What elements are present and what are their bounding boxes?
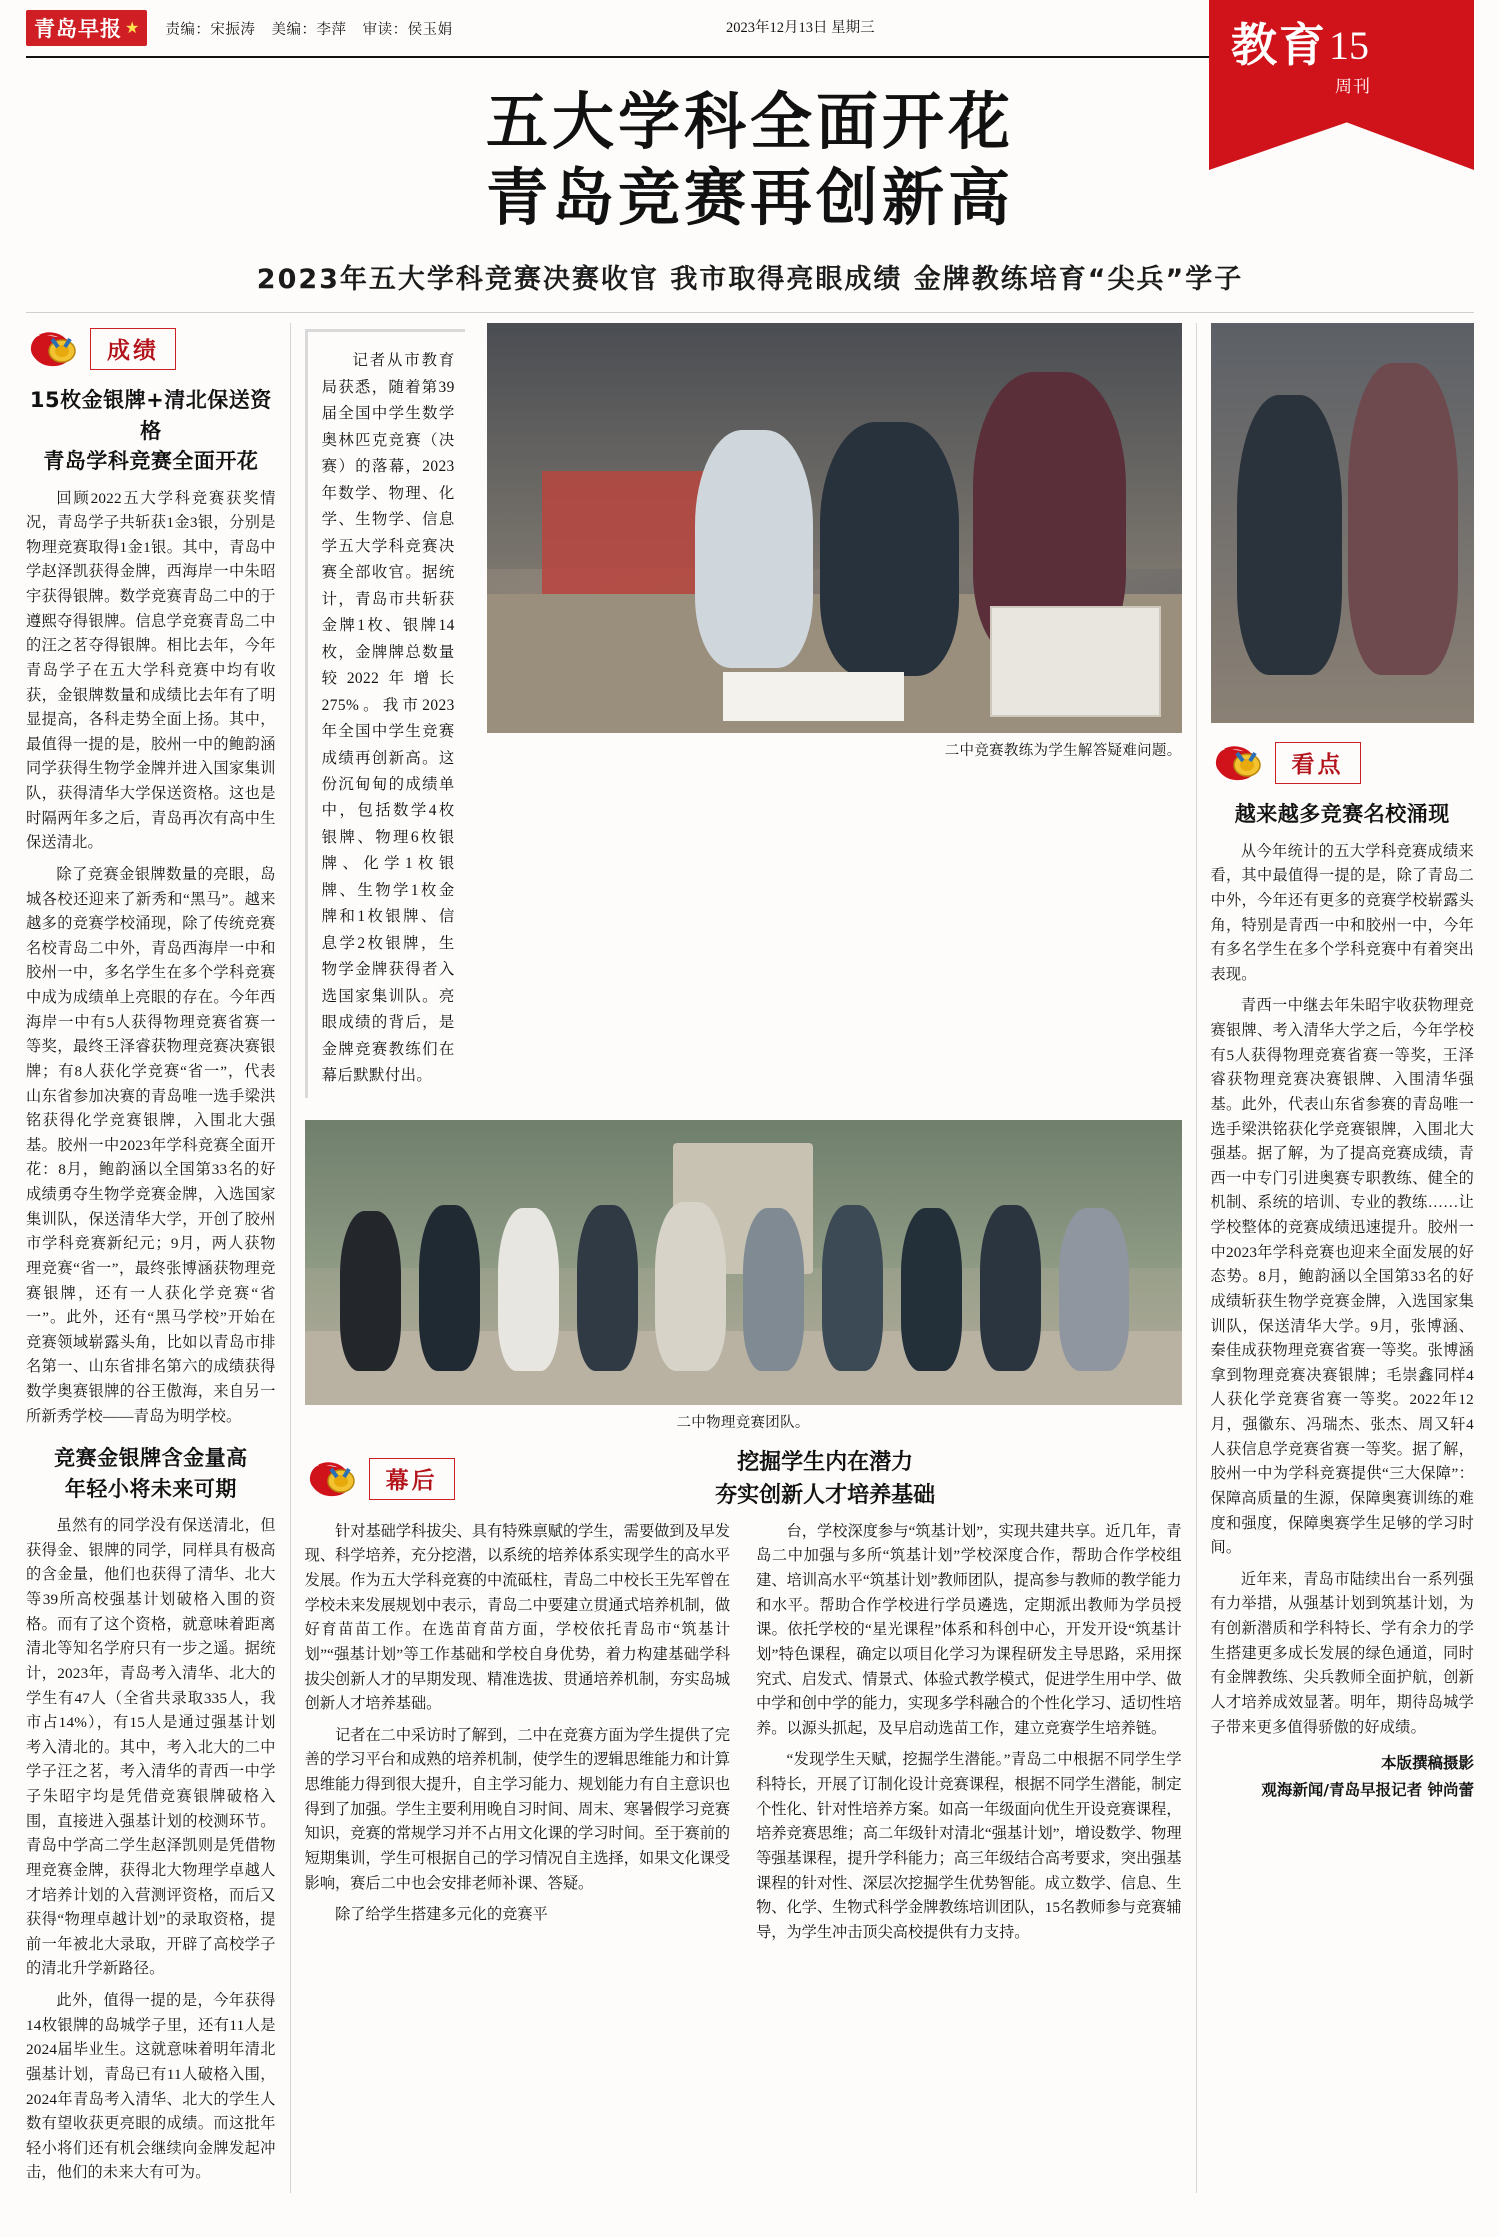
- badge-achievements: [26, 323, 276, 375]
- byline-line-2: 观海新闻/青岛早报记者 钟尚蕾: [1261, 1780, 1474, 1799]
- badge-label: 成绩: [90, 328, 176, 370]
- photo-teacher-students: [487, 323, 1182, 733]
- right-subtitle: 越来越多竞赛名校涌现: [1234, 802, 1450, 827]
- fist-medal-icon: [1211, 737, 1269, 789]
- left-para-3: 虽然有的同学没有保送清北，但获得金、银牌的同学，同样具有极高的含金量，他们也获得了清华、北大等39所高校强基计划破格入围的资格。而有了这个资格，就意味着距离清北等知名学府只有一步之遥。据统计，2023年，青岛考入清华、北大的学生有47人（全省共录取335人，我市占14%），有15人是通过强基计划考入清北的。其中，考入北大的二中学子汪之茗，考入清华的青西一中学子朱昭宇均是凭借竞赛银牌破格入围，直接进入强基计划的校测环节。青岛中学高二学生赵泽凯则是凭借物理竞赛金牌，获得北大物理学卓越人才培养计划的入营测评资格，而后又获得“物理卓越计划”的录取资格，提前一年被北大录取，开辟了高校学子的清北升学新路径。: [26, 1517, 276, 1978]
- photo-2-person: [743, 1208, 804, 1370]
- left-subtitle-1-line1: 15枚金银牌+清北保送资格: [29, 388, 272, 443]
- photo-3-person: [1237, 395, 1342, 675]
- left-para-1: 回顾2022五大学科竞赛获奖情况，青岛学子共斩获1金3银，分别是物理竞赛取得1金1银。其中，青岛中学赵泽凯获得金牌，西海岸一中朱昭宇获得银牌。数学竞赛青岛二中的于遵熙夺得银牌。信息学竞赛青岛二中的汪之茗夺得银牌。相比去年，今年青岛学子在五大学科竞赛中均有收获，金银牌数量和成绩比去年有了明显提高，各科走势全面上扬。其中，最值得一提的是，胶州一中的鲍韵涵同学获得生物学金牌并进入国家集训队，获得清华大学保送资格。这也是时隔两年多之后，青岛再次有高中生保送清北。: [26, 489, 276, 852]
- credit-proofreader: 审读：侯玉娟: [362, 21, 453, 38]
- fist-medal-icon: [26, 323, 84, 375]
- badge-highlights: [1211, 737, 1474, 789]
- photo-physics-team: [305, 1120, 1182, 1405]
- photo-2-person: [340, 1211, 401, 1371]
- middle-para-1: 针对基础学科拔尖、具有特殊禀赋的学生，需要做到及早发现、科学培养，充分挖潜，以系统的培养体系实现学生的高水平发展。作为五大学科竞赛的中流砥柱，青岛二中校长王先军曾在学校未来发展规划中表示，青岛二中要建立贯通式培养机制，做好育苗苗工作。在选苗育苗方面，学校依托青岛市“筑基计划”“强基计划”等工作基础和学校自身优势，着力构建基础学科拔尖创新人才的早期发现、精准选拔、贯通培养机制，夯实岛城创新人才培养基础。: [304, 1522, 731, 1713]
- middle-para-5: “发现学生天赋，挖掘学生潜能。”青岛二中根据不同学生学科特长，开展了订制化设计竞赛课程，根据不同学生潜能，制定个性化、针对性培养方案。如高一年级面向优生开设竞赛课程，培养竞赛思维；高二年级针对清北“强基计划”，增设数学、物理等强基课程，提升学科能力；高三年级结合高考要求，突出强基课程的针对性、深层次挖掘学生优势智能。成立数学、信息、生物、化学、生物式科学金牌教练培训团队，15名教师参与竞赛辅导，为学生冲击顶尖高校提供有力支持。: [756, 1751, 1182, 1941]
- photo-placeholder-right: [1211, 323, 1474, 723]
- left-subtitle-2: [26, 1443, 276, 1504]
- byline-line-1: 本版撰稿摄影: [1380, 1754, 1474, 1773]
- subheadline: 2023年五大学科竞赛决赛收官 我市取得亮眼成绩 金牌教练培育“尖兵”学子: [256, 264, 1244, 296]
- middle-subtitle: [469, 1446, 1182, 1512]
- badge-behind-scenes: [305, 1453, 455, 1505]
- left-subtitle-2-line2: 年轻小将未来可期: [64, 1476, 237, 1501]
- photo-teacher-figure: [820, 422, 959, 676]
- section-subtitle: 周刊: [1335, 77, 1371, 96]
- left-para-2: 除了竞赛金银牌数量的亮眼，岛城各校还迎来了新秀和“黑马”。越来越多的竞赛学校涌现，除了传统竞赛名校青岛二中外，青岛西海岸一中和胶州一中，多名学生在多个学科竞赛中成为成绩单上亮眼的存在。今年西海岸一中有5人获得物理竞赛省赛一等奖，最终王泽睿获物理竞赛决赛银牌；有8人获化学竞赛“省一”，代表山东省参加决赛的青岛唯一选手梁洪铭获得化学竞赛银牌，入围北大强基。胶州一中2023年学科竞赛全面开花：8月，鲍韵涵以全国第33名的好成绩勇夺生物学竞赛金牌，入选国家集训队，保送清华大学，开创了胶州市学科竞赛新纪元；9月，两人获物理竞赛“省一”，最终张博涵获物理竞赛银牌，还有一人获化学竞赛“省一”。此外，还有“黑马学校”开始在竞赛领域崭露头角，比如以青岛市排名第一、山东省排名第六的成绩获得数学奥赛银牌的谷王傲海，来自另一所新秀学校——青岛为明学校。: [26, 865, 276, 1425]
- photo-2-person: [1059, 1208, 1129, 1370]
- section-number: 15: [1329, 23, 1369, 68]
- credit-designer: 美编：李萍: [271, 21, 347, 38]
- photo-student-figure: [695, 430, 813, 668]
- byline: [1211, 1750, 1474, 1803]
- lead-paragraph-box: [305, 329, 465, 1098]
- middle-para-2: 记者在二中采访时了解到，二中在竞赛方面为学生提供了完善的学习平台和成熟的培养机制，使学生的逻辑思维能力和计算思维能力得到很大提升，自主学习能力、规划能力有自主意识也得到了加强。学生主要利用晚自习时间、周末、寒暑假学习竞赛知识，竞赛的常规学习并不占用文化课的学习时间。至于赛前的短期集训，学生可根据自己的学习情况自主选择，如果文化课受影响，赛后二中也会安排老师补课、答疑。: [304, 1726, 731, 1892]
- photo-paper: [723, 672, 904, 721]
- section-flag: [1209, 0, 1474, 190]
- photo-2-person: [577, 1205, 638, 1370]
- article-body: [26, 323, 1474, 2193]
- headline-line-2: 青岛竞赛再创新高: [485, 160, 1014, 234]
- left-subtitle-2-line1: 竞赛金银牌含金量高: [54, 1446, 248, 1471]
- badge-label: 幕后: [369, 1458, 455, 1500]
- star-icon: ★: [125, 20, 140, 37]
- middle-para-3: 除了给学生搭建多元化的竞赛平: [335, 1906, 548, 1924]
- left-subtitle-1-line2: 青岛学科竞赛全面开花: [43, 449, 259, 474]
- headline-line-1: 五大学科全面开花: [485, 85, 1014, 158]
- middle-column: [291, 323, 1196, 2193]
- photo-2-person: [655, 1202, 725, 1370]
- photo-1-caption: 二中竞赛教练为学生解答疑难问题。: [944, 743, 1182, 760]
- photo-2-caption: 二中物理竞赛团队。: [676, 1414, 810, 1431]
- credit-editor: 责编：宋振涛: [165, 21, 256, 38]
- right-column: [1197, 323, 1474, 2193]
- issue-date: 2023年12月13日 星期三: [726, 20, 875, 36]
- left-column: [26, 323, 290, 2193]
- lead-paragraph: 记者从市教育局获悉，随着第39届全国中学生数学奥林匹克竞赛（决赛）的落幕，2023年数学、物理、化学、生物学、信息学五大学科竞赛决赛全部收官。据统计，青岛市共斩获金牌1枚、银牌14枚，金牌牌总数量较2022年增长275%。我市2023年全国中学生竞赛成绩再创新高。这份沉甸甸的成绩单中，包括数学4枚银牌、物理6枚银牌、化学1枚银牌、生物学1枚金牌和1枚银牌、信息学2枚银牌，生物学金牌获得者入选国家集训队。亮眼成绩的背后，是金牌竞赛教练们在幕后默默付出。: [321, 352, 455, 1085]
- fist-medal-icon: [305, 1453, 363, 1505]
- publication-name: 青岛早报: [34, 17, 122, 41]
- left-para-4: 此外，值得一提的是，今年获得14枚银牌的岛城学子里，还有11人是2024届毕业生。这就意味着明年清北强基计划，青岛已有11人破格入围，2024年青岛考入清华、北大的学生人数有望收获更亮眼的成绩。而这批年轻小将们还有机会继续向金牌发起冲击，他们的未来大有可为。: [26, 1992, 276, 2182]
- headline-divider: [26, 312, 1474, 313]
- photo-3-person: [1348, 363, 1459, 675]
- section-name: 教育: [1231, 18, 1327, 72]
- middle-para-4: 台，学校深度参与“筑基计划”，实现共建共享。近几年，青岛二中加强与多所“筑基计划”学校深度合作，帮助合作学校组建、培训高水平“筑基计划”教师团队，提高参与教师的教学能力和水平。帮助合作学校进行学员遴选，定期派出教师为学员授课。依托学校的“星光课程”体系和科创中心，开发开设“筑基计划”特色课程，确定以项目化学习为课程研发主导思路，采用探究式、启发式、情景式、体验式教学模式，促进学生用中学、做中学和创中学的能力，实现多学科融合的个性化学习、适切性培养。以源头抓起，及早启动选苗工作，建立竞赛学生培养链。: [756, 1522, 1182, 1737]
- photo-2-person: [498, 1208, 559, 1370]
- photo-2-person: [419, 1205, 480, 1370]
- middle-subtitle-line2: 夯实创新人才培养基础: [715, 1482, 936, 1508]
- editor-credits: [165, 18, 464, 39]
- middle-subtitle-line1: 挖掘学生内在潜力: [737, 1449, 914, 1475]
- right-para-1: 从今年统计的五大学科竞赛成绩来看，其中最值得一提的是，除了青岛二中外，今年还有更多的竞赛学校崭露头角，特别是青西一中和胶州一中，今年有多名学生在多个学科竞赛中有着突出表现。: [1210, 842, 1474, 983]
- right-para-3: 近年来，青岛市陆续出台一系列强有力举措，从强基计划到筑基计划，为有创新潜质和学科特长、学有余力的学生搭建更多成长发展的绿色通道，同时有金牌教练、尖兵教师全面护航，创新人才培养成效显著。明年，期待岛城学子带来更多值得骄傲的好成绩。: [1210, 1570, 1474, 1736]
- photo-2-person: [980, 1205, 1041, 1370]
- publication-logo: [26, 10, 147, 46]
- middle-text-columns: [305, 1520, 1182, 1946]
- badge-label: 看点: [1275, 742, 1361, 784]
- photo-2-person: [901, 1208, 962, 1370]
- right-para-2: 青西一中继去年朱昭宇收获物理竞赛银牌、考入清华大学之后，今年学校有5人获得物理竞赛省赛一等奖，王泽睿获物理竞赛决赛银牌、入围清华强基。此外，代表山东省参赛的青岛唯一选手梁洪铭获化学竞赛银牌，入围北大强基。据了解，为了提高竞赛成绩，青西一中专门引进奥赛专职教练、健全的机制、系统的培训、专业的教练……让学校整体的竞赛成绩迅速提升。胶州一中2023年学科竞赛也迎来全面发展的好态势。8月，鲍韵涵以全国第33名的好成绩斩获生物学竞赛金牌，入选国家集训队，保送清华大学。9月，张博涵、秦佳成获物理竞赛省赛一等奖。张博涵拿到物理竞赛决赛银牌；毛崇鑫同样4人获化学竞赛省赛一等奖。2022年12月，强徽东、冯瑞杰、张杰、周又轩4人获信息学竞赛省赛一等奖。据了解，胶州一中为学科竞赛提供“三大保障”：保障高质量的生源，保障奥赛训练的难度和强度，保障奥赛学生足够的学习时间。: [1210, 997, 1474, 1557]
- photo-2-person: [822, 1205, 883, 1370]
- photo-book-stack: [990, 606, 1161, 717]
- left-subtitle-1: [26, 385, 276, 476]
